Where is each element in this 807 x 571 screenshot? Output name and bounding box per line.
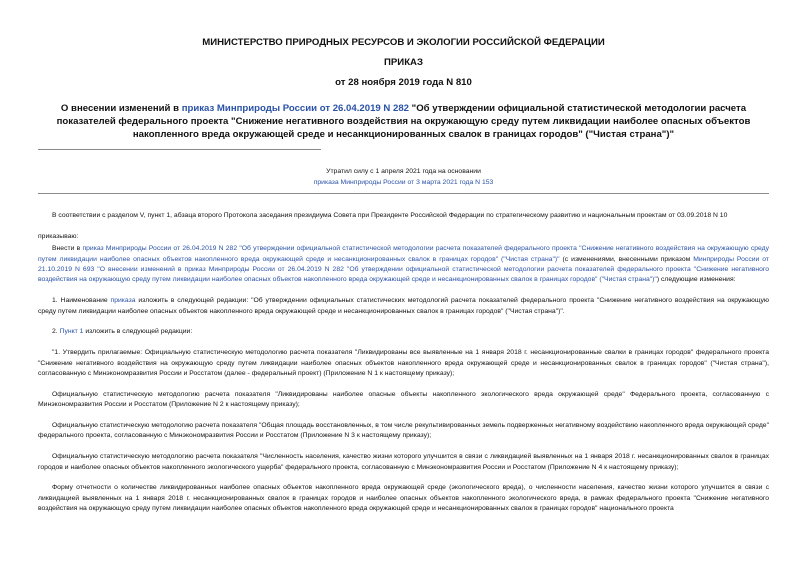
paragraph-amend-text-a: Внести в bbox=[52, 245, 83, 253]
paragraph-item-2 bbox=[38, 327, 769, 337]
paragraph-reporting-form: Форму отчетности о количестве ликвидированных наиболее опасных объектов накопленного вреда окружающей среде (экологического вреда), о численности населения, качество жизни которого улучшится в связи с ликвидацией выявленных на 1 января 2018 г. несанкционированных свалок в границах городов и наиболее опасных объектов накопленного экологического вреда, в рамках федерального проекта "Снижение негативного воздействия на окружающую среду путем ликвидации наиболее опасных объектов накопленного вреда окружающей среде и несанкционированных свалок в границах городов" национального проекта bbox=[38, 484, 769, 513]
paragraph-amend bbox=[38, 244, 769, 286]
title-link-order-282[interactable]: приказ Минприроды России от 26.04.2019 N 282 bbox=[181, 103, 409, 114]
link-punkt-1[interactable]: Пункт 1 bbox=[59, 328, 84, 336]
paragraph-approve: "1. Утвердить прилагаемые: Официальную статистическую методологию расчета показателя "Ликвидированы все выявленные на 1 января 2018 г. несанкционированные свалки в границах городов" федерального проекта "Снижение негативного воздействия на окружающую среду путем ликвидации наиболее опасных объектов накопленного вреда окружающей среде и несанкционированных свалок в границах городов" ("Чистая страна"), согласованную с Минэкономразвития России и Росстатом (далее - федеральный проект) (Приложение N 1 к настоящему приказу); bbox=[38, 349, 769, 378]
item-2-text-b: изложить в следующей редакции: bbox=[83, 328, 193, 336]
status-note-text: Утратил силу с 1 апреля 2021 года на основании bbox=[326, 168, 481, 175]
paragraph-order: приказываю: bbox=[38, 232, 79, 240]
paragraph-item-1 bbox=[38, 296, 769, 317]
paragraph-methodology-2: Официальную статистическую методологию расчета показателя "Ликвидированы наиболее опасные объекты накопленного экологического вреда окружающей среде" Федерального проекта, согласованную с Минэкономразвития России и Росстатом (Приложение N 2 к настоящему приказу); bbox=[38, 390, 769, 409]
link-order-282[interactable]: приказ Минприроды России от 26.04.2019 N 282 "Об утверждении официальной статистической методологии расчета показателей федерального проекта "Снижение негативного воздействия на окружающую среду путем ликвидации наиболее опасных объектов накопленного вреда окружающей среде и несанкционированных свалок в границах городов" ("Чистая страна")" bbox=[38, 245, 769, 263]
item-1-text-b: изложить в следующей редакции: "Об утверждении официальных статистических методологий расчета показателей федерального проекта "Снижение негативного воздействия на окружающую среду путем ликвидации наиболее опасных объектов накопленного вреда окружающей среде и несанкционированных свалок в границах городов" ("Чистая страна")". bbox=[38, 297, 770, 315]
document-title bbox=[40, 102, 767, 141]
paragraph-amend-text-b: (с изменениями, внесенными приказом bbox=[559, 255, 694, 263]
paragraph-amend-text-c: ) следующие изменения: bbox=[656, 276, 736, 284]
title-prefix: О внесении изменений в bbox=[60, 103, 182, 114]
divider-bottom bbox=[38, 193, 769, 194]
link-prikaz[interactable]: приказа bbox=[110, 297, 136, 305]
item-1-text-a: 1. Наименование bbox=[52, 297, 111, 305]
divider-top bbox=[38, 149, 321, 150]
status-note bbox=[38, 166, 769, 188]
paragraph-methodology-3: Официальную статистическую методологию расчета показателя "Общая площадь восстановленных, в том числе рекультивированных земель подверженных негативному воздействию накопленного вреда окружающей среде" федерального проекта, согласованную с Минэкономразвития России и Росстатом (Приложение N 3 к настоящему приказу); bbox=[38, 422, 769, 440]
document-type-heading: ПРИКАЗ bbox=[384, 57, 423, 68]
title-suffix: "Об утверждении официальной статистической методологии расчета показателей федерального проекта "Снижение негативного воздействия на окружающую среду путем ликвидации наиболее опасных объектов накопленного вреда окружающей среде и несанкционированных свалок в границах городов" ("Чистая страна")" bbox=[56, 103, 751, 140]
document-date-number: от 28 ноября 2019 года N 810 bbox=[335, 77, 472, 88]
agency-heading: МИНИСТЕРСТВО ПРИРОДНЫХ РЕСУРСОВ И ЭКОЛОГИИ РОССИЙСКОЙ ФЕДЕРАЦИИ bbox=[202, 37, 605, 48]
status-note-link[interactable]: приказа Минприроды России от 3 марта 2021 года N 153 bbox=[313, 179, 494, 186]
document-body bbox=[38, 211, 769, 525]
paragraph-basis: В соответствии с разделом V, пункт 1, абзаца второго Протокола заседания президиума Совета при Президенте Российской Федерации по стратегическому развитию и национальным проектам от 03.09.2018 N 10 bbox=[52, 212, 728, 219]
paragraph-methodology-4: Официальную статистическую методологию расчета показателя "Численность населения, качество жизни которого улучшится в связи с ликвидацией выявленных на 1 января 2018 г. несанкционированных свалок в границах городов и наиболее опасных объектов накопленного экологического ущерба" федерального проекта, согласованную с Минэкономразвития России и Росстатом (Приложение N 4 к настоящему приказу); bbox=[38, 453, 769, 471]
item-2-text-a: 2. bbox=[52, 328, 60, 336]
link-order-693[interactable]: Минприроды России от 21.10.2019 N 693 "О внесении изменений в приказ Минприроды России от 26.04.2019 N 282 "Об утверждении официальной статистической методологии расчета показателей федерального проекта "Снижение негативного воздействия на окружающую среду путем ликвидации наиболее опасных объектов накопленного вреда окружающей среде и несанкционированных свалок в границах городов" ("Чистая страна")" bbox=[38, 255, 770, 284]
